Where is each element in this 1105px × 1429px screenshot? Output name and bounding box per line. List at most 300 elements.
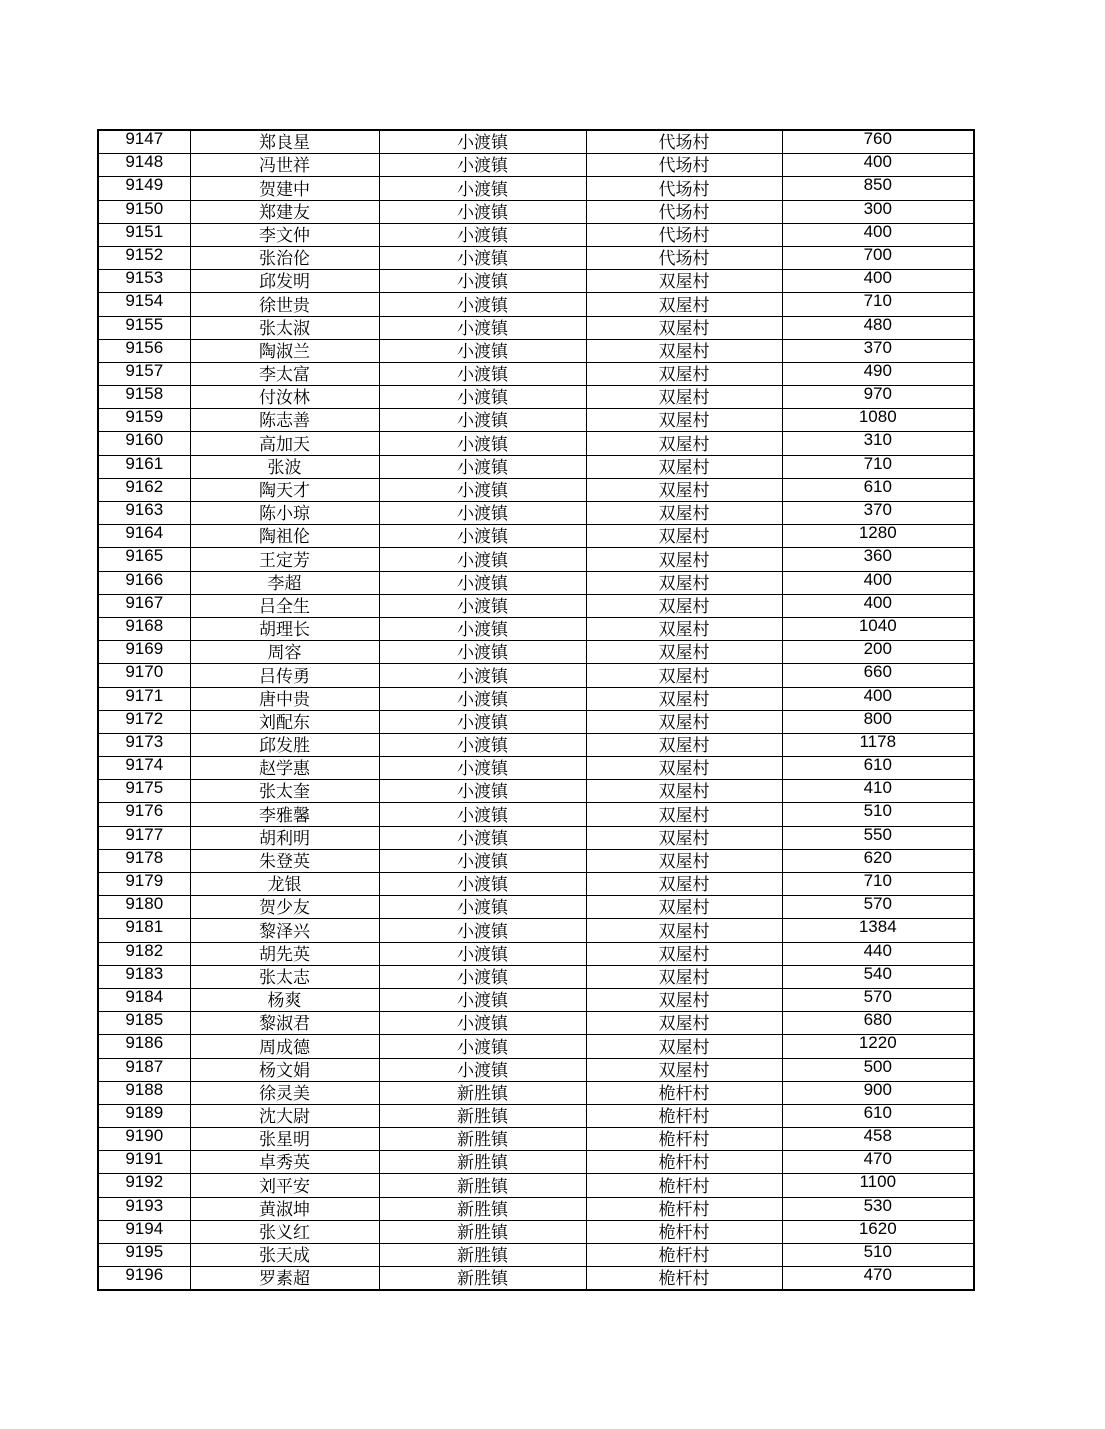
record-number-cell: 9185 (98, 1012, 190, 1035)
town-cell: 小渡镇 (379, 409, 586, 432)
record-number-cell: 9179 (98, 873, 190, 896)
village-cell: 双屋村 (586, 896, 782, 919)
amount-cell: 400 (782, 594, 974, 617)
town-cell: 小渡镇 (379, 664, 586, 687)
name-cell: 邱发胜 (190, 733, 379, 756)
village-cell: 双屋村 (586, 757, 782, 780)
table-row (98, 1128, 974, 1151)
town-cell: 小渡镇 (379, 826, 586, 849)
record-number-cell: 9163 (98, 502, 190, 525)
village-cell: 代场村 (586, 130, 782, 154)
village-cell: 代场村 (586, 177, 782, 200)
name-cell: 黎淑君 (190, 1012, 379, 1035)
record-number-cell: 9158 (98, 386, 190, 409)
town-cell: 小渡镇 (379, 525, 586, 548)
village-cell: 桅杆村 (586, 1197, 782, 1220)
village-cell: 双屋村 (586, 710, 782, 733)
town-cell: 小渡镇 (379, 200, 586, 223)
town-cell: 小渡镇 (379, 942, 586, 965)
village-cell: 双屋村 (586, 409, 782, 432)
amount-cell: 710 (782, 873, 974, 896)
town-cell: 小渡镇 (379, 594, 586, 617)
table-body (98, 130, 974, 1290)
village-cell: 双屋村 (586, 687, 782, 710)
table-row (98, 362, 974, 385)
amount-cell: 1280 (782, 525, 974, 548)
name-cell: 张太奎 (190, 780, 379, 803)
table-row (98, 1174, 974, 1197)
town-cell: 小渡镇 (379, 849, 586, 872)
name-cell: 邱发明 (190, 270, 379, 293)
table-row (98, 1151, 974, 1174)
record-number-cell: 9171 (98, 687, 190, 710)
name-cell: 周成德 (190, 1035, 379, 1058)
name-cell: 高加天 (190, 432, 379, 455)
record-number-cell: 9147 (98, 130, 190, 154)
amount-cell: 680 (782, 1012, 974, 1035)
name-cell: 唐中贵 (190, 687, 379, 710)
record-number-cell: 9150 (98, 200, 190, 223)
record-number-cell: 9192 (98, 1174, 190, 1197)
village-cell: 桅杆村 (586, 1267, 782, 1291)
name-cell: 刘配东 (190, 710, 379, 733)
village-cell: 桅杆村 (586, 1128, 782, 1151)
town-cell: 新胜镇 (379, 1267, 586, 1291)
amount-cell: 610 (782, 478, 974, 501)
amount-cell: 480 (782, 316, 974, 339)
amount-cell: 530 (782, 1197, 974, 1220)
town-cell: 小渡镇 (379, 780, 586, 803)
record-number-cell: 9161 (98, 455, 190, 478)
name-cell: 郑良星 (190, 130, 379, 154)
name-cell: 张天成 (190, 1244, 379, 1267)
town-cell: 小渡镇 (379, 270, 586, 293)
town-cell: 小渡镇 (379, 1058, 586, 1081)
table-row (98, 733, 974, 756)
record-number-cell: 9175 (98, 780, 190, 803)
amount-cell: 400 (782, 571, 974, 594)
name-cell: 杨爽 (190, 988, 379, 1011)
town-cell: 小渡镇 (379, 362, 586, 385)
record-number-cell: 9152 (98, 246, 190, 269)
record-number-cell: 9191 (98, 1151, 190, 1174)
table-row (98, 386, 974, 409)
village-cell: 代场村 (586, 200, 782, 223)
name-cell: 沈大尉 (190, 1104, 379, 1127)
amount-cell: 1178 (782, 733, 974, 756)
record-number-cell: 9154 (98, 293, 190, 316)
village-cell: 双屋村 (586, 826, 782, 849)
town-cell: 小渡镇 (379, 988, 586, 1011)
amount-cell: 360 (782, 548, 974, 571)
name-cell: 李雅馨 (190, 803, 379, 826)
name-cell: 张治伦 (190, 246, 379, 269)
table-row (98, 339, 974, 362)
town-cell: 新胜镇 (379, 1220, 586, 1243)
record-number-cell: 9174 (98, 757, 190, 780)
town-cell: 小渡镇 (379, 130, 586, 154)
table-row (98, 1104, 974, 1127)
town-cell: 小渡镇 (379, 502, 586, 525)
record-number-cell: 9187 (98, 1058, 190, 1081)
table-row (98, 246, 974, 269)
village-cell: 桅杆村 (586, 1174, 782, 1197)
name-cell: 郑建友 (190, 200, 379, 223)
village-cell: 双屋村 (586, 432, 782, 455)
amount-cell: 610 (782, 757, 974, 780)
town-cell: 新胜镇 (379, 1174, 586, 1197)
name-cell: 冯世祥 (190, 154, 379, 177)
record-number-cell: 9177 (98, 826, 190, 849)
town-cell: 小渡镇 (379, 339, 586, 362)
town-cell: 小渡镇 (379, 223, 586, 246)
village-cell: 双屋村 (586, 270, 782, 293)
name-cell: 朱登英 (190, 849, 379, 872)
village-cell: 代场村 (586, 154, 782, 177)
village-cell: 双屋村 (586, 733, 782, 756)
table-row (98, 154, 974, 177)
town-cell: 小渡镇 (379, 154, 586, 177)
name-cell: 黄淑坤 (190, 1197, 379, 1220)
record-number-cell: 9188 (98, 1081, 190, 1104)
town-cell: 小渡镇 (379, 710, 586, 733)
name-cell: 徐世贵 (190, 293, 379, 316)
table-row (98, 965, 974, 988)
town-cell: 小渡镇 (379, 873, 586, 896)
document-page (97, 129, 975, 1291)
table-row (98, 896, 974, 919)
town-cell: 新胜镇 (379, 1104, 586, 1127)
name-cell: 陶天才 (190, 478, 379, 501)
name-cell: 吕传勇 (190, 664, 379, 687)
name-cell: 罗素超 (190, 1267, 379, 1291)
name-cell: 付汝林 (190, 386, 379, 409)
town-cell: 小渡镇 (379, 757, 586, 780)
town-cell: 小渡镇 (379, 803, 586, 826)
town-cell: 小渡镇 (379, 548, 586, 571)
amount-cell: 1620 (782, 1220, 974, 1243)
amount-cell: 510 (782, 803, 974, 826)
amount-cell: 400 (782, 270, 974, 293)
name-cell: 张太志 (190, 965, 379, 988)
name-cell: 李太富 (190, 362, 379, 385)
table-row (98, 223, 974, 246)
table-row (98, 1081, 974, 1104)
table-row (98, 687, 974, 710)
table-row (98, 409, 974, 432)
amount-cell: 440 (782, 942, 974, 965)
record-number-cell: 9180 (98, 896, 190, 919)
amount-cell: 1384 (782, 919, 974, 942)
amount-cell: 470 (782, 1267, 974, 1291)
amount-cell: 700 (782, 246, 974, 269)
amount-cell: 200 (782, 641, 974, 664)
amount-cell: 620 (782, 849, 974, 872)
village-cell: 双屋村 (586, 919, 782, 942)
amount-cell: 400 (782, 154, 974, 177)
name-cell: 陈小琼 (190, 502, 379, 525)
record-number-cell: 9183 (98, 965, 190, 988)
table-row (98, 919, 974, 942)
amount-cell: 970 (782, 386, 974, 409)
town-cell: 新胜镇 (379, 1197, 586, 1220)
table-row (98, 641, 974, 664)
town-cell: 小渡镇 (379, 733, 586, 756)
town-cell: 新胜镇 (379, 1244, 586, 1267)
town-cell: 小渡镇 (379, 1035, 586, 1058)
table-row (98, 1244, 974, 1267)
town-cell: 新胜镇 (379, 1081, 586, 1104)
village-cell: 桅杆村 (586, 1104, 782, 1127)
record-number-cell: 9186 (98, 1035, 190, 1058)
table-row (98, 525, 974, 548)
village-cell: 双屋村 (586, 780, 782, 803)
table-row (98, 1012, 974, 1035)
amount-cell: 1080 (782, 409, 974, 432)
town-cell: 小渡镇 (379, 478, 586, 501)
name-cell: 卓秀英 (190, 1151, 379, 1174)
record-number-cell: 9182 (98, 942, 190, 965)
table-row (98, 1058, 974, 1081)
amount-cell: 410 (782, 780, 974, 803)
record-number-cell: 9184 (98, 988, 190, 1011)
town-cell: 小渡镇 (379, 246, 586, 269)
table-row (98, 432, 974, 455)
amount-cell: 370 (782, 339, 974, 362)
name-cell: 赵学惠 (190, 757, 379, 780)
name-cell: 胡先英 (190, 942, 379, 965)
table-row (98, 478, 974, 501)
record-number-cell: 9194 (98, 1220, 190, 1243)
town-cell: 小渡镇 (379, 1012, 586, 1035)
record-number-cell: 9164 (98, 525, 190, 548)
table-row (98, 130, 974, 154)
village-cell: 双屋村 (586, 548, 782, 571)
table-row (98, 873, 974, 896)
town-cell: 小渡镇 (379, 919, 586, 942)
name-cell: 贺建中 (190, 177, 379, 200)
amount-cell: 310 (782, 432, 974, 455)
table-row (98, 200, 974, 223)
table-row (98, 1197, 974, 1220)
record-number-cell: 9173 (98, 733, 190, 756)
table-row (98, 177, 974, 200)
name-cell: 陶祖伦 (190, 525, 379, 548)
amount-cell: 800 (782, 710, 974, 733)
record-number-cell: 9162 (98, 478, 190, 501)
record-number-cell: 9149 (98, 177, 190, 200)
amount-cell: 500 (782, 1058, 974, 1081)
village-cell: 桅杆村 (586, 1220, 782, 1243)
village-cell: 双屋村 (586, 988, 782, 1011)
name-cell: 陈志善 (190, 409, 379, 432)
amount-cell: 710 (782, 455, 974, 478)
table-row (98, 826, 974, 849)
village-cell: 双屋村 (586, 594, 782, 617)
amount-cell: 850 (782, 177, 974, 200)
record-number-cell: 9157 (98, 362, 190, 385)
table-row (98, 757, 974, 780)
name-cell: 张太淑 (190, 316, 379, 339)
village-cell: 双屋村 (586, 803, 782, 826)
table-row (98, 1035, 974, 1058)
amount-cell: 370 (782, 502, 974, 525)
name-cell: 刘平安 (190, 1174, 379, 1197)
town-cell: 小渡镇 (379, 965, 586, 988)
record-number-cell: 9156 (98, 339, 190, 362)
table-row (98, 455, 974, 478)
village-cell: 双屋村 (586, 386, 782, 409)
village-cell: 双屋村 (586, 965, 782, 988)
name-cell: 李文仲 (190, 223, 379, 246)
village-cell: 双屋村 (586, 293, 782, 316)
name-cell: 黎泽兴 (190, 919, 379, 942)
amount-cell: 490 (782, 362, 974, 385)
amount-cell: 550 (782, 826, 974, 849)
table-row (98, 849, 974, 872)
village-cell: 双屋村 (586, 455, 782, 478)
record-number-cell: 9165 (98, 548, 190, 571)
village-cell: 双屋村 (586, 641, 782, 664)
table-row (98, 1220, 974, 1243)
table-row (98, 780, 974, 803)
name-cell: 张义红 (190, 1220, 379, 1243)
amount-cell: 660 (782, 664, 974, 687)
town-cell: 小渡镇 (379, 896, 586, 919)
amount-cell: 458 (782, 1128, 974, 1151)
table-row (98, 270, 974, 293)
record-number-cell: 9159 (98, 409, 190, 432)
record-number-cell: 9190 (98, 1128, 190, 1151)
village-cell: 双屋村 (586, 571, 782, 594)
name-cell: 杨文娟 (190, 1058, 379, 1081)
table-row (98, 1267, 974, 1291)
village-cell: 代场村 (586, 223, 782, 246)
village-cell: 桅杆村 (586, 1081, 782, 1104)
village-cell: 双屋村 (586, 1058, 782, 1081)
record-number-cell: 9172 (98, 710, 190, 733)
record-number-cell: 9181 (98, 919, 190, 942)
table-row (98, 617, 974, 640)
town-cell: 小渡镇 (379, 617, 586, 640)
record-number-cell: 9169 (98, 641, 190, 664)
table-row (98, 594, 974, 617)
records-table (97, 129, 975, 1291)
town-cell: 小渡镇 (379, 293, 586, 316)
amount-cell: 540 (782, 965, 974, 988)
table-row (98, 988, 974, 1011)
table-row (98, 803, 974, 826)
table-row (98, 710, 974, 733)
name-cell: 胡理长 (190, 617, 379, 640)
name-cell: 王定芳 (190, 548, 379, 571)
village-cell: 双屋村 (586, 478, 782, 501)
town-cell: 小渡镇 (379, 687, 586, 710)
name-cell: 李超 (190, 571, 379, 594)
name-cell: 徐灵美 (190, 1081, 379, 1104)
name-cell: 胡利明 (190, 826, 379, 849)
village-cell: 双屋村 (586, 849, 782, 872)
town-cell: 小渡镇 (379, 177, 586, 200)
name-cell: 吕全生 (190, 594, 379, 617)
amount-cell: 1100 (782, 1174, 974, 1197)
town-cell: 小渡镇 (379, 386, 586, 409)
town-cell: 小渡镇 (379, 432, 586, 455)
village-cell: 双屋村 (586, 664, 782, 687)
town-cell: 小渡镇 (379, 571, 586, 594)
record-number-cell: 9167 (98, 594, 190, 617)
record-number-cell: 9160 (98, 432, 190, 455)
record-number-cell: 9193 (98, 1197, 190, 1220)
village-cell: 双屋村 (586, 873, 782, 896)
amount-cell: 570 (782, 988, 974, 1011)
village-cell: 桅杆村 (586, 1244, 782, 1267)
table-row (98, 664, 974, 687)
town-cell: 小渡镇 (379, 455, 586, 478)
village-cell: 双屋村 (586, 362, 782, 385)
amount-cell: 510 (782, 1244, 974, 1267)
record-number-cell: 9176 (98, 803, 190, 826)
town-cell: 小渡镇 (379, 316, 586, 339)
record-number-cell: 9153 (98, 270, 190, 293)
table-row (98, 942, 974, 965)
amount-cell: 470 (782, 1151, 974, 1174)
table-row (98, 502, 974, 525)
village-cell: 双屋村 (586, 316, 782, 339)
record-number-cell: 9166 (98, 571, 190, 594)
table-row (98, 293, 974, 316)
town-cell: 新胜镇 (379, 1151, 586, 1174)
name-cell: 龙银 (190, 873, 379, 896)
town-cell: 新胜镇 (379, 1128, 586, 1151)
amount-cell: 1040 (782, 617, 974, 640)
record-number-cell: 9170 (98, 664, 190, 687)
village-cell: 双屋村 (586, 1012, 782, 1035)
record-number-cell: 9155 (98, 316, 190, 339)
record-number-cell: 9178 (98, 849, 190, 872)
table-row (98, 548, 974, 571)
name-cell: 陶淑兰 (190, 339, 379, 362)
record-number-cell: 9168 (98, 617, 190, 640)
amount-cell: 900 (782, 1081, 974, 1104)
amount-cell: 400 (782, 223, 974, 246)
name-cell: 张星明 (190, 1128, 379, 1151)
record-number-cell: 9189 (98, 1104, 190, 1127)
amount-cell: 710 (782, 293, 974, 316)
record-number-cell: 9151 (98, 223, 190, 246)
record-number-cell: 9195 (98, 1244, 190, 1267)
name-cell: 周容 (190, 641, 379, 664)
town-cell: 小渡镇 (379, 641, 586, 664)
village-cell: 双屋村 (586, 942, 782, 965)
village-cell: 双屋村 (586, 525, 782, 548)
village-cell: 双屋村 (586, 617, 782, 640)
amount-cell: 400 (782, 687, 974, 710)
village-cell: 桅杆村 (586, 1151, 782, 1174)
name-cell: 张波 (190, 455, 379, 478)
table-row (98, 571, 974, 594)
record-number-cell: 9196 (98, 1267, 190, 1291)
amount-cell: 610 (782, 1104, 974, 1127)
table-row (98, 316, 974, 339)
village-cell: 双屋村 (586, 502, 782, 525)
village-cell: 代场村 (586, 246, 782, 269)
amount-cell: 300 (782, 200, 974, 223)
amount-cell: 1220 (782, 1035, 974, 1058)
village-cell: 双屋村 (586, 1035, 782, 1058)
amount-cell: 570 (782, 896, 974, 919)
amount-cell: 760 (782, 130, 974, 154)
